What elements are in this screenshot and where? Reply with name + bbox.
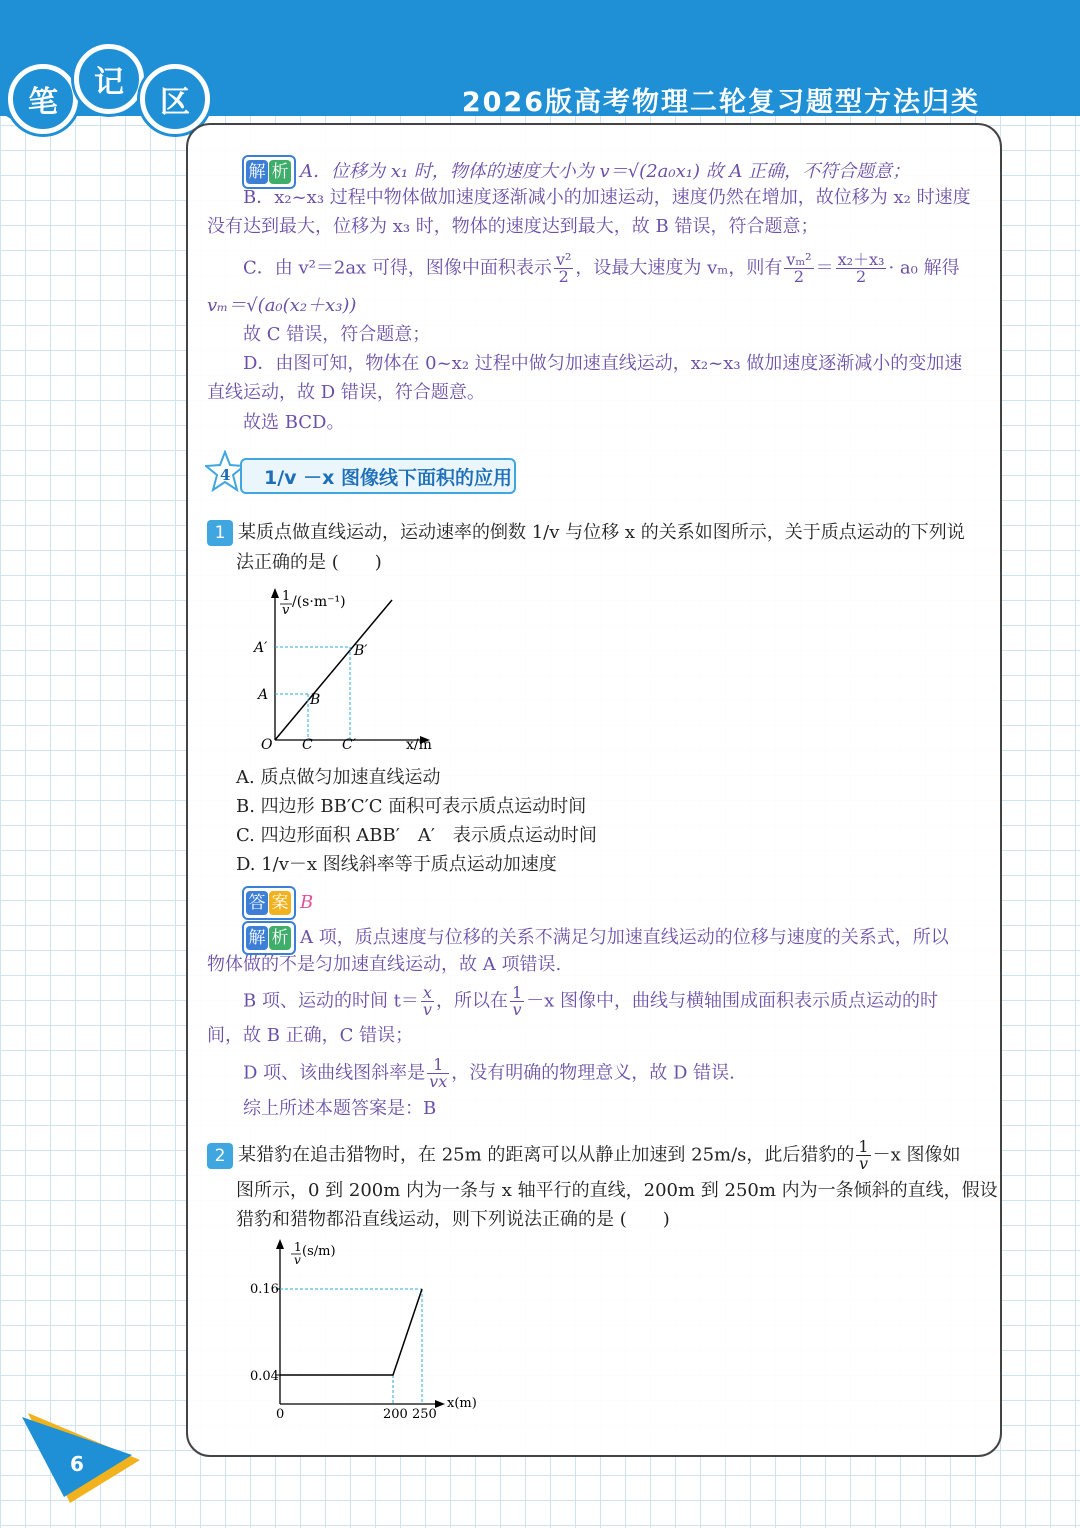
q2-ytick-004: 0.04 bbox=[250, 1369, 279, 1384]
q1-solution-line2: 物体做的不是匀加速直线运动，故 A 项错误. bbox=[207, 954, 562, 975]
q2-number: 2 bbox=[207, 1143, 233, 1169]
fraction: $\frac{\text{x₂＋x₃}}{2}$ bbox=[837, 250, 885, 286]
q1-option-a: A. 质点做匀加速直线运动 bbox=[236, 767, 441, 788]
q1-label-c-prime: C′ bbox=[342, 737, 356, 753]
q2-y-arrow bbox=[276, 1239, 284, 1249]
solution-chip: 解 析 bbox=[242, 155, 296, 189]
fraction: $\frac{1}{v}$ bbox=[858, 1137, 869, 1173]
note-badge-1: 笔 bbox=[8, 64, 78, 134]
q1-option-d: D. 1/v－x 图线斜率等于质点运动加速度 bbox=[236, 854, 557, 875]
solution-chip: 解 析 bbox=[242, 921, 296, 955]
q1-label-c: C bbox=[302, 737, 313, 753]
q2-xtick-250: 250 bbox=[412, 1407, 437, 1422]
q2-figure bbox=[240, 1232, 490, 1424]
prev-solution-line-a: 解 析 A．位移为 x₁ 时，物体的速度大小为 v＝√(2a₀x₁) 故 A 正确，不符合题意； bbox=[242, 155, 910, 189]
q1-xlabel: x/m bbox=[406, 737, 432, 753]
q1-label-b-prime: B′ bbox=[354, 643, 368, 659]
q2-ylabel-frac-d: v bbox=[294, 1253, 301, 1267]
q2-stem-line2: 图所示，0 到 200m 内为一条与 x 轴平行的直线，200m 到 250m 内为一条倾斜的直线，假设 bbox=[236, 1180, 998, 1201]
q1-answer bbox=[242, 886, 313, 920]
q1-solution-line1: 解 析 A 项，质点速度与位移的关系不满足匀加速直线运动的位移与速度的关系式，所以 bbox=[242, 921, 949, 955]
q2-stem-line3: 猎豹和猎物都沿直线运动，则下列说法正确的是 ( ) bbox=[236, 1209, 670, 1230]
q1-origin: O bbox=[261, 737, 273, 753]
q1-y-arrow bbox=[271, 588, 279, 598]
fraction: $\frac{1}{vx}$ bbox=[429, 1055, 448, 1091]
q1-label-a-prime: A′ bbox=[254, 640, 268, 656]
prev-solution-line-c1: C．由 v²＝2ax 可得，图像中面积表示 $\frac{\text{v²}}{2}$ ，设最大速度为 vₘ，则有 $\frac{\text{vₘ²}}{2}$ ＝ $\frac{\text{x₂＋x₃}}{2}$ · a₀ 解得 bbox=[243, 250, 960, 286]
prev-solution-line-d2: 直线运动，故 D 错误，符合题意。 bbox=[207, 382, 485, 403]
section-title: 1/v －x 图像线下面积的应用 bbox=[264, 467, 513, 489]
book-title: 2026版高考物理二轮复习题型方法归类 bbox=[461, 87, 980, 118]
q1-option-b: B. 四边形 BB′C′C 面积可表示质点运动时间 bbox=[236, 796, 587, 817]
q1-answer-value: B bbox=[300, 892, 314, 913]
note-badge-2: 记 bbox=[74, 44, 144, 114]
q1-solution-line3: B 项、运动的时间 t＝ $\frac{x}{v}$ ，所以在 $\frac{1}{v}$ －x 图像中，曲线与横轴围成面积表示质点运动的时 bbox=[243, 983, 939, 1019]
q2-ylabel: (s/m) bbox=[302, 1244, 336, 1259]
q1-figure bbox=[250, 580, 450, 760]
fraction: $\frac{1}{v}$ bbox=[511, 983, 523, 1019]
q1-solution-line6: 综上所述本题答案是：B bbox=[243, 1098, 437, 1119]
q1-stem-line2: 法正确的是 ( ) bbox=[236, 552, 382, 573]
fraction: $\frac{x}{v}$ bbox=[422, 983, 432, 1019]
prev-solution-line-b1: B．x₂~x₃ 过程中物体做加速度逐渐减小的加速运动，速度仍然在增加，故位移为 x₂ 时速度 bbox=[243, 187, 971, 208]
q1-stem-line1: 1 某质点做直线运动，运动速率的倒数 1/v 与位移 x 的关系如图所示，关于质点运动的下列说 bbox=[207, 520, 965, 546]
prev-solution-line-b2: 没有达到最大，位移为 x₃ 时，物体的速度达到最大，故 B 错误，符合题意； bbox=[207, 216, 819, 237]
q2-stem-line1: 2 某猎豹在追击猎物时，在 25m 的距离可以从静止加速到 25m/s，此后猎豹的 $\frac{1}{v}$ －x 图像如 bbox=[207, 1139, 960, 1172]
q1-solution-line5: D 项、该曲线图斜率是 $\frac{1}{vx}$ ，没有明确的物理意义，故 D 错误. bbox=[243, 1055, 735, 1091]
prev-solution-conclusion: 故选 BCD。 bbox=[243, 412, 345, 433]
q1-number: 1 bbox=[207, 520, 233, 546]
q1-ylabel-frac-n: 1 bbox=[282, 589, 291, 604]
q2-xlabel: x(m) bbox=[447, 1396, 477, 1411]
q1-label-b: B bbox=[310, 692, 321, 708]
q1-ylabel: /(s·m⁻¹) bbox=[292, 594, 346, 610]
q1-solution-line4: 间，故 B 正确，C 错误； bbox=[207, 1025, 414, 1046]
fraction: $\frac{\text{vₘ²}}{2}$ bbox=[786, 250, 812, 286]
q2-ytick-016: 0.16 bbox=[250, 1282, 279, 1297]
q2-graph-line bbox=[280, 1289, 422, 1375]
q1-option-c: C. 四边形面积 ABB′ A′ 表示质点运动时间 bbox=[236, 825, 597, 846]
q2-xtick-200: 200 bbox=[383, 1407, 408, 1422]
q1-graph-line bbox=[275, 600, 392, 740]
note-badge-3: 区 bbox=[140, 64, 210, 134]
section-number: 4 bbox=[220, 466, 231, 484]
prev-solution-line-c2: vₘ＝√(a₀(x₂＋x₃)) bbox=[207, 295, 357, 316]
prev-solution-line-d1: D．由图可知，物体在 0~x₂ 过程中做匀加速直线运动，x₂~x₃ 做加速度逐渐减小的变加速 bbox=[243, 353, 963, 374]
fraction: $\frac{\text{v²}}{2}$ bbox=[555, 250, 572, 286]
q1-label-a: A bbox=[258, 687, 269, 703]
section-star-icon bbox=[205, 450, 245, 494]
q2-ylabel-frac-n: 1 bbox=[294, 1240, 302, 1254]
answer-chip: 答 案 bbox=[242, 886, 296, 920]
q1-ylabel-frac-d: v bbox=[282, 603, 290, 618]
section-title-box bbox=[240, 458, 516, 494]
page-number: 6 bbox=[70, 1452, 84, 1476]
prev-solution-line-c3: 故 C 错误，符合题意； bbox=[243, 324, 431, 345]
q2-xtick-0: 0 bbox=[276, 1407, 285, 1422]
